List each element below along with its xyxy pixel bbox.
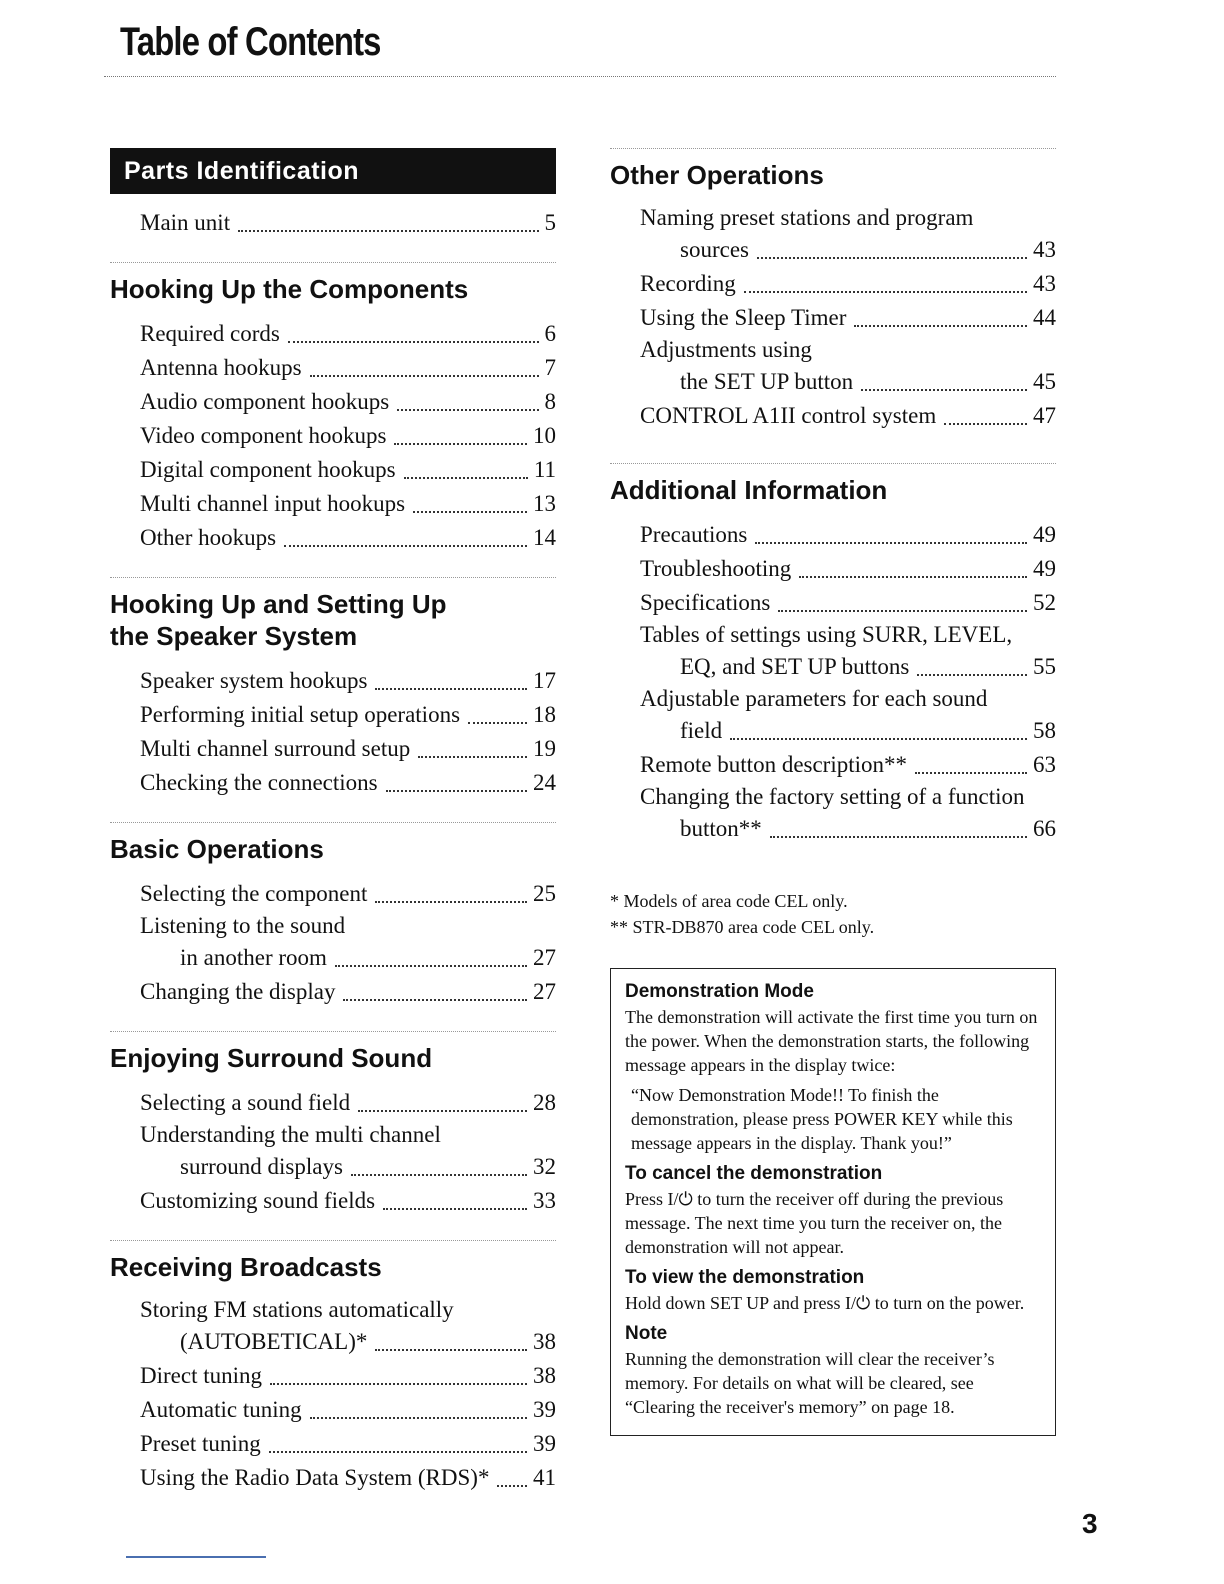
toc-entry-heading: Adjustable parameters for each sound — [640, 686, 988, 711]
toc-entry[interactable]: Automatic tuning 39 — [140, 1397, 556, 1422]
toc-entry-heading: Tables of settings using SURR, LEVEL, — [640, 622, 1013, 647]
box-text: The demonstration will activate the first time you turn on the power. When the demonstration starts, the following message appears in the display twice: — [625, 1007, 1038, 1075]
box-text: Running the demonstration will clear the receiver’s memory. For details on what will be cleared, see “Clearing the receiver's memory” on page 18. — [625, 1349, 995, 1417]
divider — [110, 262, 556, 263]
toc-entry[interactable]: sources 43 — [680, 237, 1056, 262]
box-text: Hold down SET UP and press I/⏻ to turn on the power. — [625, 1293, 1025, 1313]
section-additional-information — [610, 463, 1056, 846]
page-title: Table of Contents — [120, 20, 381, 64]
toc-entry-heading: Naming preset stations and program — [640, 205, 974, 230]
toc-entry-heading: Listening to the sound — [140, 913, 346, 938]
entry-list — [110, 1295, 556, 1495]
toc-entry[interactable]: Changing the display 27 — [140, 979, 556, 1004]
page-number: 3 — [1082, 1508, 1098, 1539]
section-receiving-broadcasts — [110, 1240, 556, 1495]
toc-entry[interactable]: Precautions 49 — [640, 522, 1056, 547]
section-heading: Parts Identification — [110, 148, 556, 194]
entry-list — [110, 1086, 556, 1218]
toc-entry[interactable]: Customizing sound fields 33 — [140, 1188, 556, 1213]
toc-entry-heading: Changing the factory setting of a function — [640, 784, 1025, 809]
toc-entry[interactable]: Using the Sleep Timer 44 — [640, 305, 1056, 330]
bottom-rule — [126, 1556, 266, 1558]
divider — [610, 148, 1056, 149]
divider — [110, 1240, 556, 1241]
toc-entry-heading: Adjustments using — [640, 337, 812, 362]
toc-entry[interactable]: Digital component hookups 11 — [140, 457, 556, 482]
toc-entry[interactable]: Audio component hookups 8 — [140, 389, 556, 414]
section-heading: Additional Information — [610, 475, 888, 505]
toc-entry[interactable]: Selecting the component 25 — [140, 881, 556, 906]
entry-list — [610, 203, 1056, 433]
toc-entry[interactable]: Checking the connections 24 — [140, 770, 556, 795]
toc-entry-heading: Understanding the multi channel — [140, 1122, 441, 1147]
toc-entry[interactable]: CONTROL A1II control system 47 — [640, 403, 1056, 428]
demonstration-mode-box — [610, 968, 1056, 1436]
toc-entry[interactable]: Performing initial setup operations 18 — [140, 702, 556, 727]
footnote: ** STR-DB870 area code CEL only. — [610, 917, 875, 937]
section-heading: Hooking Up and Setting Up the Speaker System — [110, 589, 447, 651]
entry-list — [110, 317, 556, 555]
entry-list — [110, 664, 556, 800]
toc-entry[interactable]: surround displays 32 — [180, 1154, 556, 1179]
divider — [110, 577, 556, 578]
toc-entry[interactable]: Speaker system hookups 17 — [140, 668, 556, 693]
section-heading: Basic Operations — [110, 834, 324, 864]
right-column — [610, 148, 1056, 1436]
toc-entry[interactable]: Recording 43 — [640, 271, 1056, 296]
section-parts-identification — [110, 148, 556, 240]
box-heading: Demonstration Mode — [625, 981, 814, 1002]
toc-entry[interactable]: Multi channel surround setup 19 — [140, 736, 556, 761]
box-quote: “Now Demonstration Mode!! To finish the demonstration, please press POWER KEY while this message appears in the display. Thank you!” — [631, 1085, 1013, 1153]
toc-entry[interactable]: Antenna hookups 7 — [140, 355, 556, 380]
box-subheading: Note — [625, 1323, 668, 1344]
section-heading: Other Operations — [610, 160, 824, 190]
section-speaker-system — [110, 577, 556, 800]
toc-entry[interactable]: EQ, and SET UP buttons 55 — [680, 654, 1056, 679]
section-heading: Enjoying Surround Sound — [110, 1043, 433, 1073]
title-rule — [104, 76, 1056, 77]
divider — [110, 822, 556, 823]
toc-entry[interactable]: in another room 27 — [180, 945, 556, 970]
toc-entry[interactable]: Using the Radio Data System (RDS)* 41 — [140, 1465, 556, 1490]
section-surround-sound — [110, 1031, 556, 1218]
section-heading: Receiving Broadcasts — [110, 1252, 382, 1282]
toc-entry[interactable]: field 58 — [680, 718, 1056, 743]
footnote: * Models of area code CEL only. — [610, 891, 848, 911]
toc-entry[interactable]: Main unit 5 — [140, 210, 556, 235]
section-hooking-up — [110, 262, 556, 555]
divider — [610, 463, 1056, 464]
box-subheading: To view the demonstration — [625, 1267, 865, 1288]
toc-entry[interactable]: Other hookups 14 — [140, 525, 556, 550]
footnotes — [610, 888, 1056, 940]
box-subheading: To cancel the demonstration — [625, 1163, 883, 1184]
section-heading: Hooking Up the Components — [110, 274, 469, 304]
toc-entry[interactable]: Video component hookups 10 — [140, 423, 556, 448]
box-text: Press I/⏻ to turn the receiver off during the previous message. The next time you turn the receiver on, the demonstration will not appear. — [625, 1189, 1004, 1257]
toc-entry-heading: Storing FM stations automatically — [140, 1297, 454, 1322]
toc-entry[interactable]: Required cords 6 — [140, 321, 556, 346]
section-other-operations — [610, 148, 1056, 433]
toc-entry[interactable]: Direct tuning 38 — [140, 1363, 556, 1388]
entry-list — [610, 518, 1056, 846]
toc-entry[interactable]: Multi channel input hookups 13 — [140, 491, 556, 516]
toc-entry[interactable]: (AUTOBETICAL)* 38 — [180, 1329, 556, 1354]
toc-entry[interactable]: Remote button description** 63 — [640, 752, 1056, 777]
entry-list — [110, 877, 556, 1009]
toc-entry[interactable]: Specifications 52 — [640, 590, 1056, 615]
toc-entry[interactable]: Preset tuning 39 — [140, 1431, 556, 1456]
section-basic-operations — [110, 822, 556, 1009]
left-column — [110, 148, 556, 1495]
toc-entry[interactable]: button** 66 — [680, 816, 1056, 841]
entry-list — [110, 206, 556, 240]
toc-entry[interactable]: Troubleshooting 49 — [640, 556, 1056, 581]
toc-entry[interactable]: Selecting a sound field 28 — [140, 1090, 556, 1115]
toc-entry[interactable]: the SET UP button 45 — [680, 369, 1056, 394]
divider — [110, 1031, 556, 1032]
